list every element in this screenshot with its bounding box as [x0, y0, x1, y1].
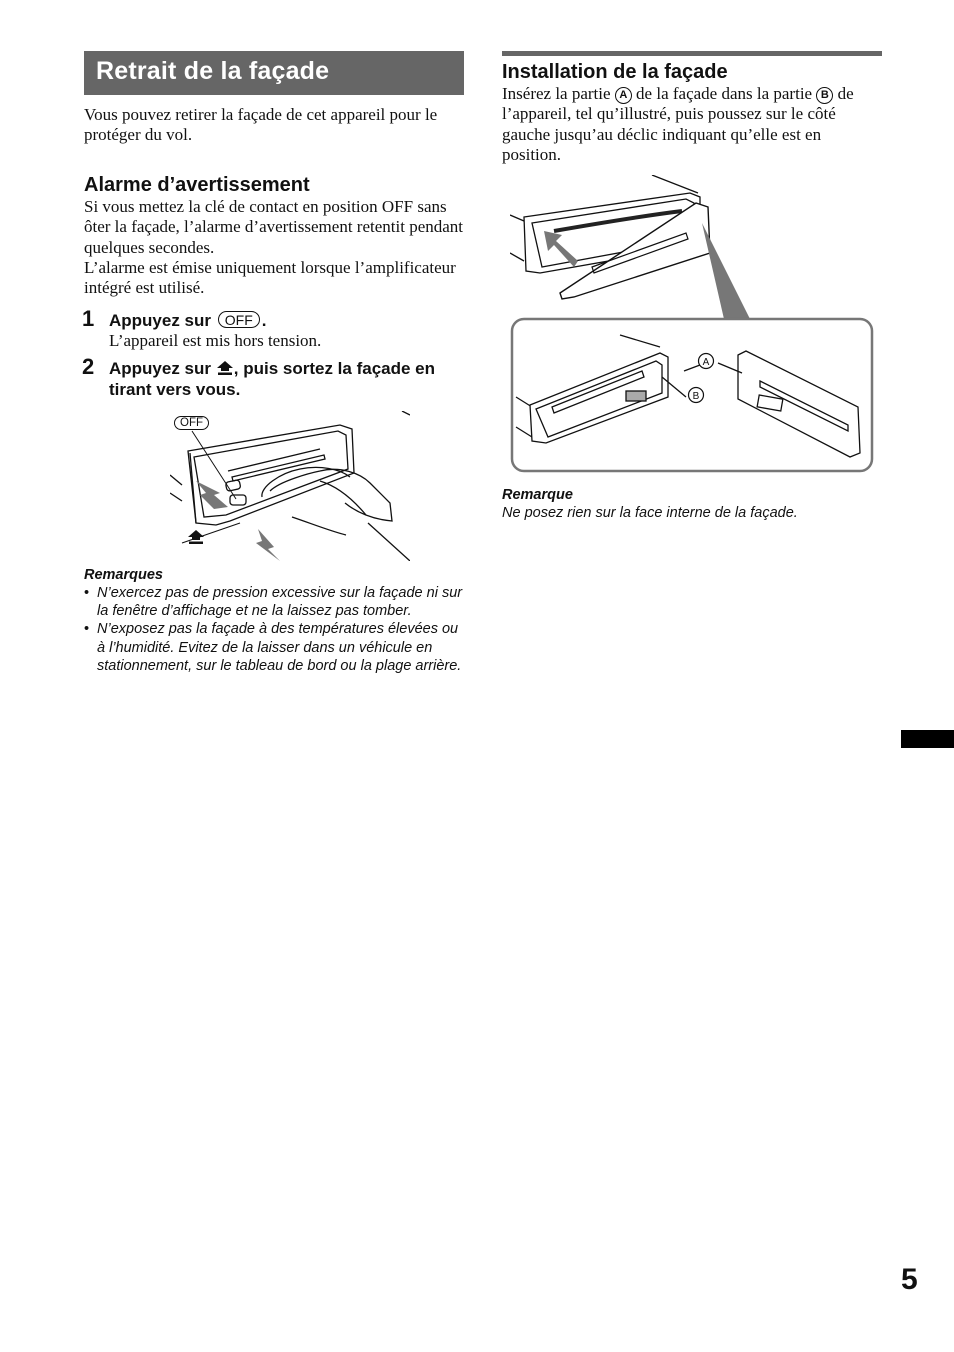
install-text-1: Insérez la partie — [502, 84, 611, 103]
page-number: 5 — [901, 1263, 918, 1296]
remarks-title: Remarques — [84, 567, 163, 583]
install-heading: Installation de la façade — [502, 61, 728, 83]
step-2-heading-text: Appuyez sur — [109, 359, 212, 379]
remark-item: • N’exercez pas de pression excessive sur la façade ni sur la fenêtre d’affichage et ne la laissez pas tomber. — [84, 584, 468, 620]
step-2 — [82, 354, 464, 400]
figure-off-label: OFF — [174, 416, 209, 430]
alarm-heading: Alarme d’avertissement — [84, 173, 310, 196]
install-text-3: de l’appareil, tel qu’illustré, puis poussez sur le côté gauche jusqu’au déclic indiquant qu’elle est en position. — [502, 84, 854, 165]
right-column — [502, 51, 882, 521]
install-faceplate-illustration — [510, 175, 882, 475]
step-number: 1 — [82, 305, 95, 331]
remark-block — [502, 486, 886, 522]
step-1-heading-end: . — [261, 310, 267, 330]
figure-marker-a: A — [702, 357, 710, 368]
step-1 — [82, 305, 464, 351]
remove-faceplate-illustration — [170, 411, 410, 561]
step-1-text: L’appareil est mis hors tension. — [109, 330, 322, 350]
intro-paragraph: Vous pouvez retirer la façade de cet appareil pour le protéger du vol. — [84, 105, 438, 145]
heading-rule — [502, 51, 882, 56]
install-paragraph — [502, 84, 882, 166]
install-text-2: de la façade dans la partie — [636, 84, 813, 103]
remarks-block — [84, 566, 468, 675]
section-title: Retrait de la façade — [84, 51, 464, 95]
marker-b-icon: B — [816, 87, 833, 104]
step-2-heading-rest: , puis sortez la façade en tirant vers vous. — [109, 359, 436, 400]
step-1-heading-text: Appuyez sur — [109, 310, 212, 330]
alarm-paragraph-2: L’alarme est émise uniquement lorsque l’amplificateur intégré est utilisé. — [84, 258, 456, 298]
step-2-heading — [109, 358, 464, 400]
off-button-icon: OFF — [218, 311, 260, 328]
figure-release-icon — [187, 529, 205, 545]
section-tab — [901, 730, 954, 748]
marker-a-icon: A — [615, 87, 632, 104]
remark-item: • N’exposez pas la façade à des températures élevées ou à l’humidité. Evitez de la laisser dans un véhicule en stationnement, sur le tableau de bord ou la plage arrière. — [84, 620, 468, 675]
step-1-heading — [109, 310, 464, 331]
step-number: 2 — [82, 354, 95, 380]
remark-text: Ne posez rien sur la face interne de la façade. — [502, 505, 798, 521]
alarm-paragraph-1: Si vous mettez la clé de contact en position OFF sans ôter la façade, l’alarme d’avertissement retentit pendant quelques secondes. — [84, 196, 464, 257]
release-button-icon — [216, 360, 234, 376]
remarks-list — [84, 584, 468, 675]
remark-title: Remarque — [502, 487, 573, 503]
left-column — [82, 51, 464, 674]
figure-marker-b: B — [692, 391, 700, 402]
